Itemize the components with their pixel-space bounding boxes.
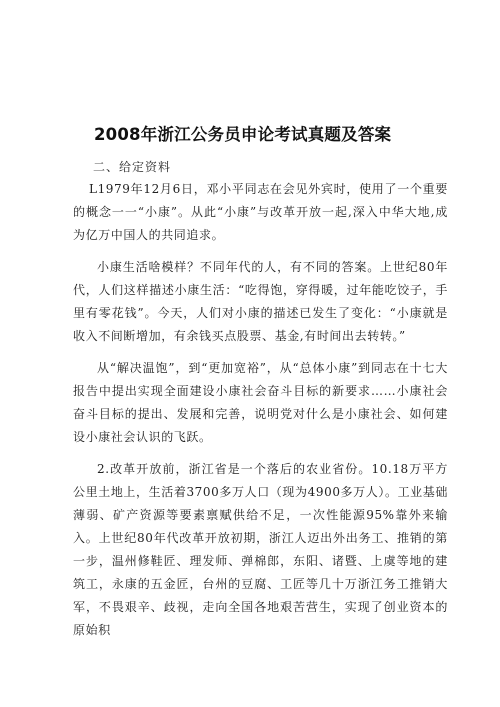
document-title: 2008年浙江公务员申论考试真题及答案: [94, 125, 392, 144]
paragraph-1: L1979年12月6日，邓小平同志在会见外宾时，使用了一个重要的概念一一“小康”。从此“小康”与改革开放一起,深入中华大地,成为亿万中国人的共同追求。: [73, 182, 448, 242]
paragraph-3: 从“解决温饱”，到“更加宽裕”，从“总体小康”到同志在十七大报告中提出实现全面建设小康社会奋斗目标的新要求……小康社会奋斗目标的提出、发展和完善，说明党对什么是小康社会、如何建设小康社会认识的飞跃。: [73, 361, 448, 444]
document-body: [73, 178, 448, 651]
section-heading: 二、给定资料: [93, 160, 172, 174]
paragraph-4: 2.改革开放前，浙江省是一个落后的农业省份。10.18万平方公里土地上，生活着3700多万人口（现为4900多万人）。工业基础薄弱、矿产资源等要素禀赋供给不足，一次性能源95%靠外来输入。上世纪80年代改革开放初期，浙江人迈出外出务工、推销的第一步，温州修鞋匠、理发师、弹棉郎，东阳、诸暨、上虞等地的建筑工，永康的五金匠，台州的豆腐、工匠等几十万浙江务工推销大军，不畏艰辛、歧视，走向全国各地艰苦营生，实现了创业资本的原始积: [73, 462, 448, 637]
paragraph-2: 小康生活啥模样？不同年代的人，有不同的答案。上世纪80年代，人们这样描述小康生活：“吃得饱，穿得暖，过年能吃饺子，手里有零花钱”。今天，人们对小康的描述已发生了变化：“小康就是收入不间断增加，有余钱买点股票、基金,有时间出去转转。”: [73, 260, 448, 343]
